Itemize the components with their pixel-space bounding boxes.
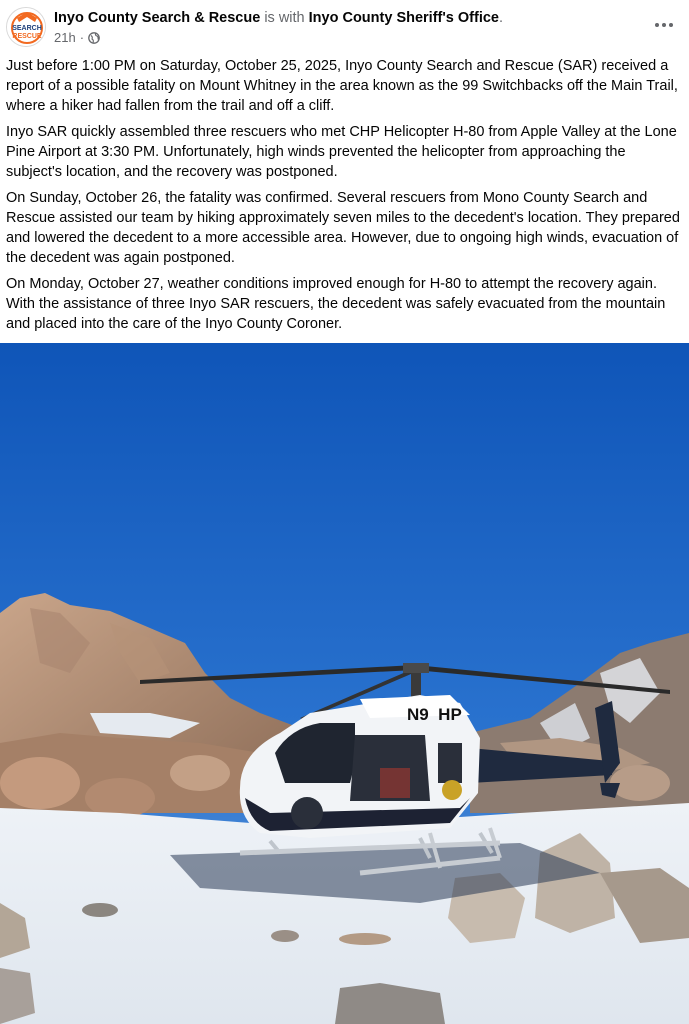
- avatar-text-search: SEARCH: [12, 25, 42, 32]
- photo-tail-number: N9 HP: [407, 705, 462, 724]
- post-time[interactable]: 21h: [54, 30, 76, 45]
- post-body: [6, 56, 682, 340]
- meta-separator: ·: [79, 30, 85, 45]
- page-avatar[interactable]: [6, 7, 46, 47]
- more-options-icon[interactable]: [653, 15, 675, 35]
- post-paragraph-4: On Monday, October 27, weather conditions improved enough for H-80 to attempt the recovery again. With the assistance of three Inyo SAR rescuers, the decedent was safely evacuated from the mountain and placed into the care of the Inyo County Coroner.: [6, 276, 666, 332]
- post-paragraph-3: On Sunday, October 26, the fatality was confirmed. Several rescuers from Mono County Search and Rescue assisted our team by hiking approximately seven miles to the decedent's location. They prepared and lowered the decedent to a more accessible area. However, due to ongoing high winds, evacuation of the decedent was again postponed.: [6, 190, 680, 266]
- tagged-suffix: .: [499, 10, 504, 26]
- globe-icon[interactable]: [88, 32, 100, 44]
- with-text: is with: [264, 10, 305, 26]
- post-paragraph-2: Inyo SAR quickly assembled three rescuers who met CHP Helicopter H-80 from Apple Valley at the Lone Pine Airport at 3:30 PM. Unfortunately, high winds prevented the helicopter from approaching the subject's location, and the recovery was postponed.: [6, 124, 677, 180]
- post-photo[interactable]: [0, 343, 689, 1024]
- tagged-page[interactable]: Inyo County Sheriff's Office: [308, 10, 499, 26]
- post-paragraph-1: Just before 1:00 PM on Saturday, October 25, 2025, Inyo County Search and Rescue (SAR) received a report of a possible fatality on Mount Whitney in the area known as the 99 Switchbacks off the Main Trail, where a hiker had fallen from the trail and off a cliff.: [6, 58, 678, 114]
- post-meta: [54, 30, 100, 46]
- author-line: [54, 9, 503, 27]
- author-name[interactable]: Inyo County Search & Rescue: [54, 10, 261, 26]
- avatar-text-rescue: RESCUE: [12, 33, 42, 40]
- post-header: [0, 0, 689, 52]
